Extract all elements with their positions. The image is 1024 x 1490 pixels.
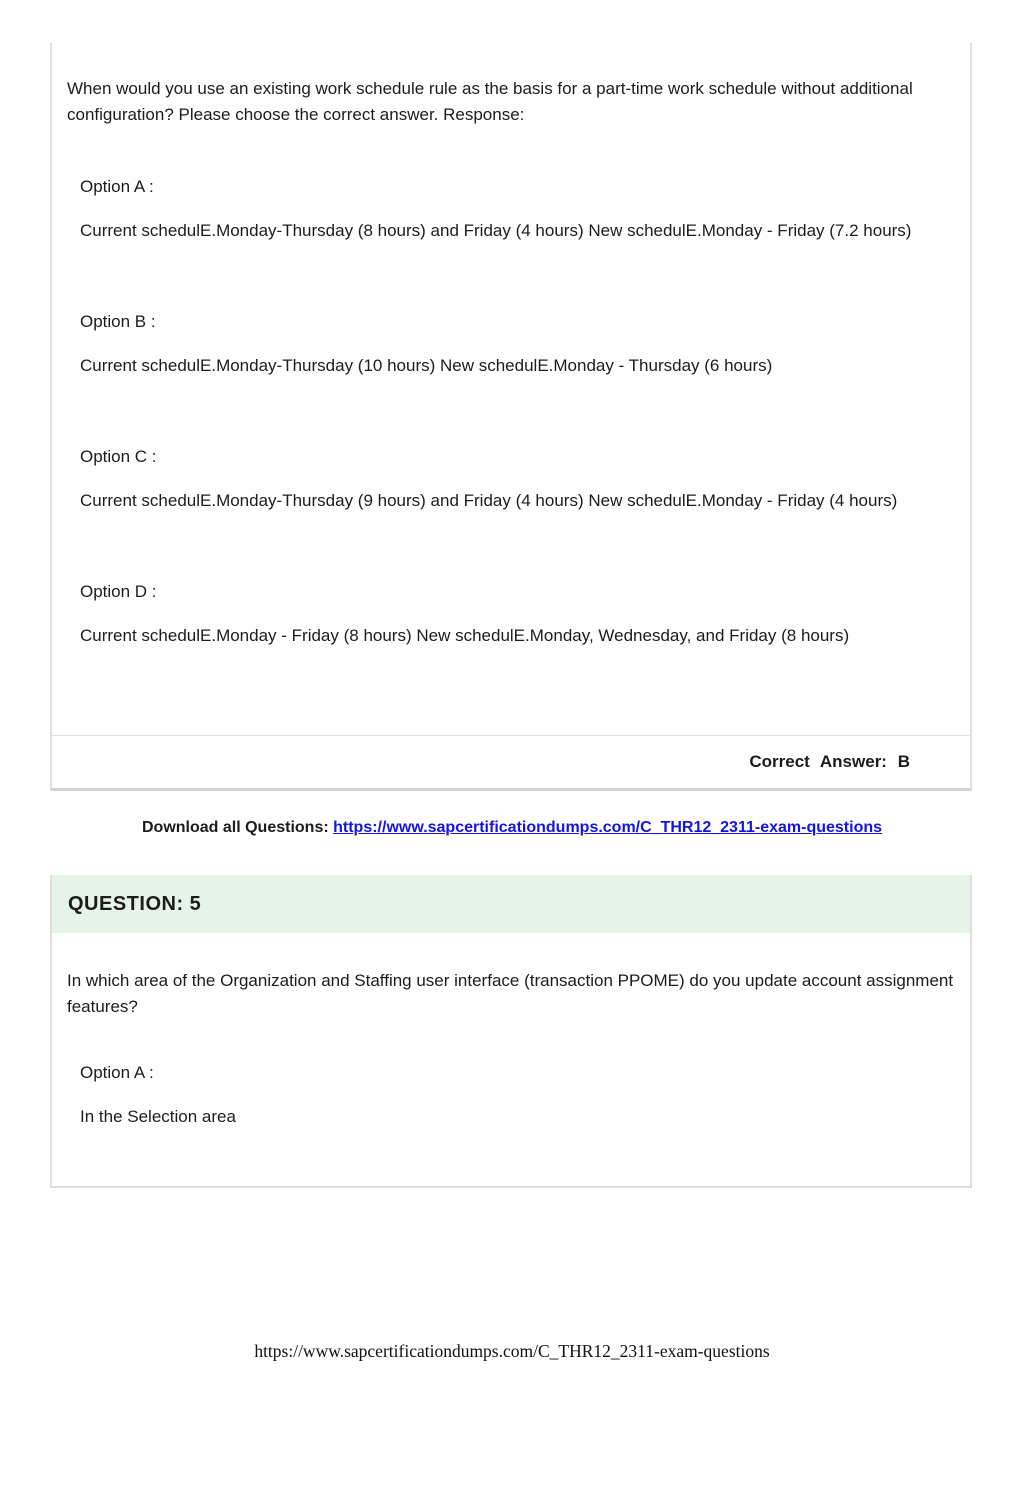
- correct-answer-value: B: [897, 752, 910, 771]
- option-a-label: Option A :: [80, 177, 154, 196]
- option-b-text: Current schedulE.Monday-Thursday (10 hours) New schedulE.Monday - Thursday (6 hours): [80, 356, 773, 375]
- option-d-text: Current schedulE.Monday - Friday (8 hours) New schedulE.Monday, Wednesday, and Friday (8 hours): [80, 626, 850, 645]
- option-c-text: Current schedulE.Monday-Thursday (9 hours) and Friday (4 hours) New schedulE.Monday - Friday (4 hours): [80, 491, 898, 510]
- download-link[interactable]: https://www.sapcertificationdumps.com/C_THR12_2311-exam-questions: [333, 819, 883, 836]
- download-label: Download all Questions:: [141, 819, 329, 836]
- question-5-text: In which area of the Organization and Staffing user interface (transaction PPOME) do you update account assignment features?: [67, 971, 954, 1016]
- question-text: When would you use an existing work schedule rule as the basis for a part-time work schedule without additional configuration? Please choose the correct answer. Response:: [67, 79, 913, 124]
- question-card-4-body: [52, 43, 970, 735]
- question-card-5: [50, 875, 972, 1188]
- correct-answer-label: Correct Answer:: [749, 752, 887, 771]
- question-card-5-body: [52, 933, 970, 1186]
- download-line: [0, 815, 1024, 841]
- correct-answer-row: [52, 735, 970, 788]
- option-a-text: Current schedulE.Monday-Thursday (8 hours) and Friday (4 hours) New schedulE.Monday - Friday (7.2 hours): [80, 221, 912, 240]
- question-5-header: QUESTION: 5: [52, 875, 970, 933]
- q5-option-a: [67, 1060, 955, 1130]
- option-a: [67, 174, 955, 244]
- q5-option-a-text: In the Selection area: [80, 1107, 236, 1126]
- option-c-label: Option C :: [80, 447, 157, 466]
- option-b: [67, 309, 955, 379]
- question-card-4: [50, 43, 972, 791]
- q5-option-a-label: Option A :: [80, 1063, 154, 1082]
- option-b-label: Option B :: [80, 312, 156, 331]
- option-c: [67, 444, 955, 514]
- footer-url: https://www.sapcertificationdumps.com/C_THR12_2311-exam-questions: [254, 1341, 770, 1361]
- option-d-label: Option D :: [80, 582, 157, 601]
- option-d: [67, 579, 955, 649]
